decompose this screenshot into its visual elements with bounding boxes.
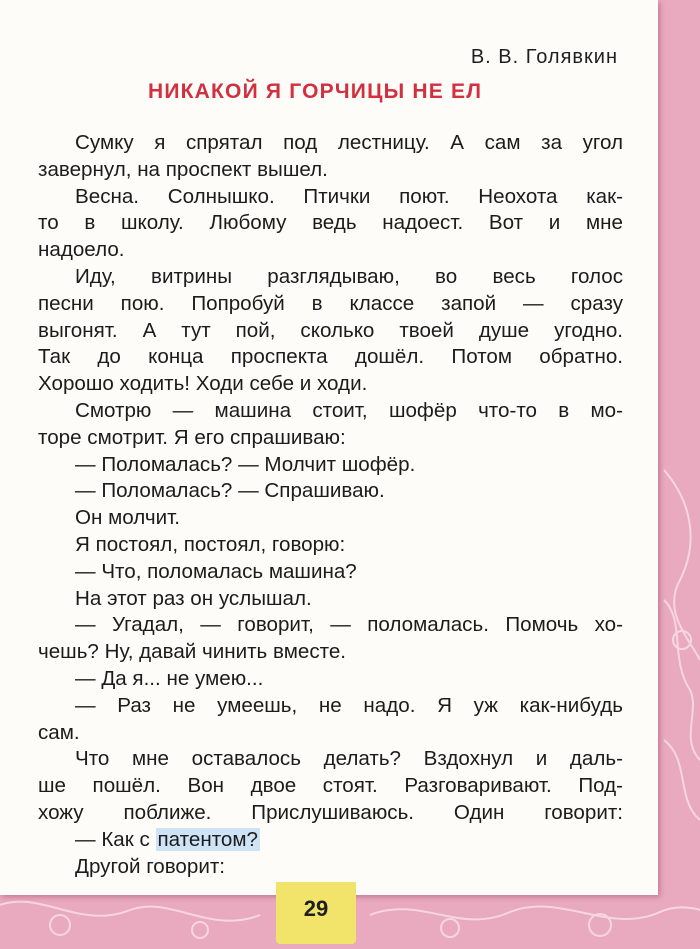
text-line: — Что, поломалась машина?	[75, 559, 357, 583]
text-line-start: — Как с	[75, 827, 150, 851]
text-line: Так до конца проспекта дошёл. Потом обратно.	[38, 345, 623, 369]
text-line: Весна. Солнышко. Птички поют. Неохота как-	[75, 184, 623, 208]
text-line: Иду, витрины разглядываю, во весь голос	[75, 264, 623, 288]
text-line: сам.	[38, 720, 80, 744]
text-line: торе смотрит. Я его спрашиваю:	[38, 425, 346, 449]
text-line: завернул, на проспект вышел.	[38, 157, 328, 181]
story-text	[38, 130, 623, 880]
text-line: — Угадал, — говорит, — поломалась. Помочь хо-	[75, 613, 623, 637]
text-line: Другой говорит:	[75, 854, 225, 878]
page-number: 29	[303, 896, 329, 921]
text-line: Хорошо ходить! Ходи себе и ходи.	[38, 372, 368, 396]
text-line: Он молчит.	[75, 506, 180, 530]
text-line: то в школу. Любому ведь надоест. Вот и мне	[38, 211, 623, 235]
text-line: — Раз не умеешь, не надо. Я уж как-нибудь	[75, 693, 623, 717]
text-line: надоело.	[38, 238, 125, 262]
highlighted-word[interactable]: патентом?	[157, 827, 258, 851]
text-line: выгонят. А тут пой, сколько твоей душе угодно.	[38, 318, 623, 342]
text-line: чешь? Ну, давай чинить вместе.	[38, 640, 347, 664]
text-line: песни пою. Попробуй в классе запой — сразу	[38, 291, 623, 315]
text-line: Смотрю — машина стоит, шофёр что-то в мо-	[75, 398, 623, 422]
text-line: — Да я... не умею...	[75, 666, 264, 690]
text-line: — Поломалась? — Спрашиваю.	[75, 479, 385, 503]
author-name: В. В. Голявкин	[470, 46, 618, 68]
text-line: — Поломалась? — Молчит шофёр.	[75, 452, 416, 476]
text-line	[38, 827, 623, 854]
text-line: Сумку я спрятал под лестницу. А сам за угол	[75, 131, 623, 154]
text-line: Я постоял, постоял, говорю:	[75, 532, 346, 556]
text-line: Что мне оставалось делать? Вздохнул и даль-	[75, 747, 623, 771]
text-line: хожу поближе. Прислушиваюсь. Один говорит:	[38, 800, 623, 824]
story-title: НИКАКОЙ Я ГОРЧИЦЫ НЕ ЕЛ	[148, 80, 483, 103]
text-line: На этот раз он услышал.	[75, 586, 312, 610]
text-line: ше пошёл. Вон двое стоят. Разговаривают. Под-	[38, 774, 623, 798]
